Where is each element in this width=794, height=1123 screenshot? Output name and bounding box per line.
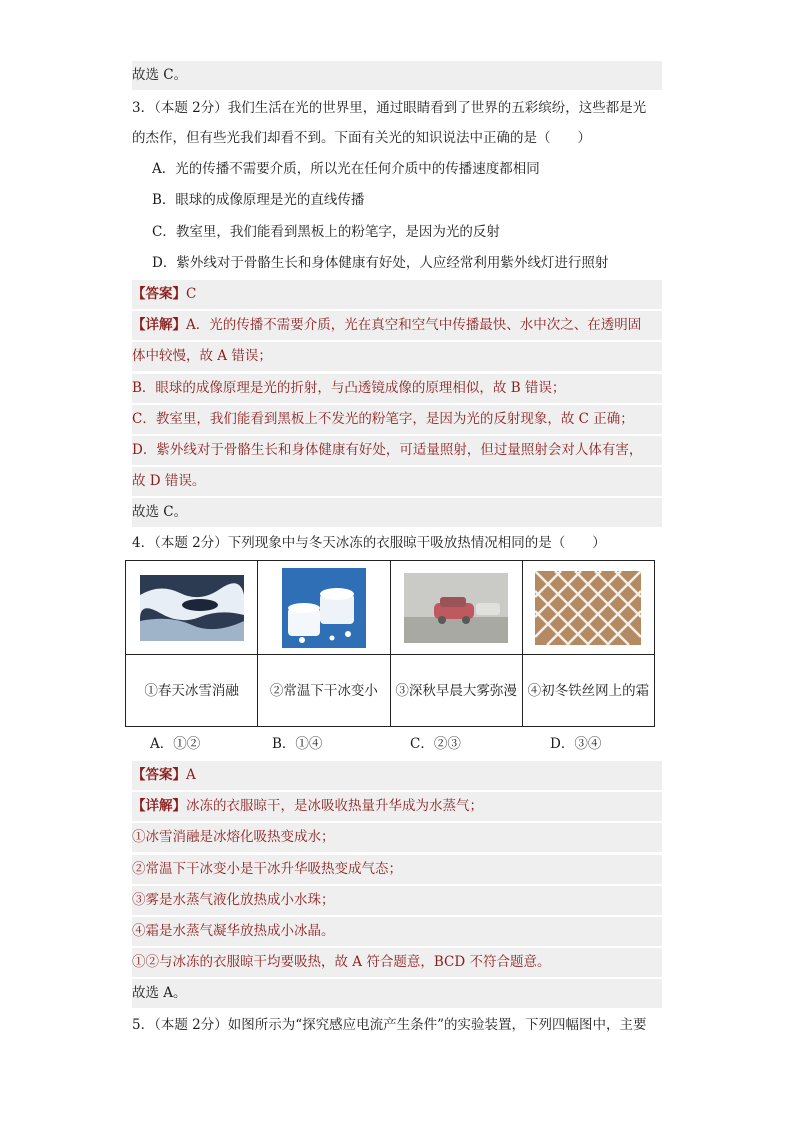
q3-detail-line3: B．眼球的成像原理是光的折射，与凸透镜成像的原理相似，故 B 错误； (132, 374, 662, 403)
cell-image-2 (258, 561, 390, 655)
q4-detail-line4: ③雾是水蒸气液化放热成小水珠； (132, 886, 662, 915)
q5-stem-line1: 5．（本题 2分）如图所示为“探究感应电流产生条件”的实验装置，下列四幅图中，主要 (132, 1017, 647, 1033)
q3-detail-line1 (132, 311, 662, 340)
cell-image-1 (126, 561, 258, 655)
q3-stem-line2: 的杰作，但有些光我们却看不到。下面有关光的知识说法中正确的是（ ） (132, 130, 591, 146)
q3-option-a: A．光的传播不需要介质，所以光在任何介质中的传播速度都相同 (152, 161, 540, 177)
q4-image-table (125, 560, 655, 727)
q4-choice-c: C．②③ (410, 736, 461, 752)
q4-choice-a: A．①② (150, 736, 201, 752)
q4-choices (150, 730, 650, 758)
q4-conclusion: 故选 A。 (132, 979, 662, 1008)
fog-car-photo-icon (404, 573, 508, 643)
cell-image-3 (390, 561, 522, 655)
q4-detail-line3: ②常温下干冰变小是干冰升华吸热变成气态； (132, 855, 662, 884)
cell-label-2: ②常温下干冰变小 (258, 655, 390, 727)
q3-detail-line6: 故 D 错误。 (132, 467, 662, 496)
q2-conclusion: 故选 C。 (132, 61, 662, 90)
q4-choice-d: D．③④ (550, 736, 602, 752)
detail-text: 冰冻的衣服晾干，是冰吸收热量升华成为水蒸气； (186, 798, 483, 814)
q4-detail-line1 (132, 792, 662, 821)
cell-label-4: ④初冬铁丝网上的霜 (522, 655, 654, 727)
q3-conclusion: 故选 C。 (132, 498, 662, 527)
cell-image-4 (522, 561, 654, 655)
q4-answer (132, 761, 662, 790)
q3-answer (132, 280, 662, 309)
q3-detail-line4: C．教室里，我们能看到黑板上不发光的粉笔字，是因为光的反射现象，故 C 正确； (132, 405, 662, 434)
q4-detail-line5: ④霜是水蒸气凝华放热成小冰晶。 (132, 917, 662, 946)
detail-tag: 【详解】 (132, 317, 186, 333)
q4-stem: 4．（本题 2分）下列现象中与冬天冰冻的衣服晾干吸放热情况相同的是（ ） (132, 535, 606, 551)
frost-fence-photo-icon (535, 571, 641, 645)
q3-stem-line1: 3．（本题 2分）我们生活在光的世界里，通过眼睛看到了世界的五彩缤纷，这些都是光 (132, 100, 647, 116)
q4-detail-line6: ①②与冰冻的衣服晾干均要吸热，故 A 符合题意，BCD 不符合题意。 (132, 948, 662, 977)
melting-snow-photo-icon (140, 575, 244, 641)
q3-option-c: C．教室里，我们能看到黑板上的粉笔字，是因为光的反射 (152, 224, 500, 240)
q3-option-d: D．紫外线对于骨骼生长和身体健康有好处，人应经常利用紫外线灯进行照射 (152, 255, 609, 271)
q4-choice-b: B．①④ (272, 736, 323, 752)
q3-detail-line2: 体中较慢，故 A 错误； (132, 342, 662, 371)
detail-text: A．光的传播不需要介质，光在真空和空气中传播最快、水中次之、在透明固 (186, 317, 642, 333)
answer-tag: 【答案】 (132, 286, 186, 302)
answer-value: A (186, 767, 196, 783)
cell-label-1: ①春天冰雪消融 (126, 655, 258, 727)
q4-detail-line2: ①冰雪消融是冰熔化吸热变成水； (132, 823, 662, 852)
answer-value: C (186, 286, 197, 302)
q3-option-b: B．眼球的成像原理是光的直线传播 (152, 192, 365, 208)
cell-label-3: ③深秋早晨大雾弥漫 (390, 655, 522, 727)
dry-ice-photo-icon (282, 568, 366, 648)
detail-tag: 【详解】 (132, 798, 186, 814)
answer-tag: 【答案】 (132, 767, 186, 783)
q3-detail-line5: D．紫外线对于骨骼生长和身体健康有好处，可适量照射，但过量照射会对人体有害， (132, 436, 662, 465)
